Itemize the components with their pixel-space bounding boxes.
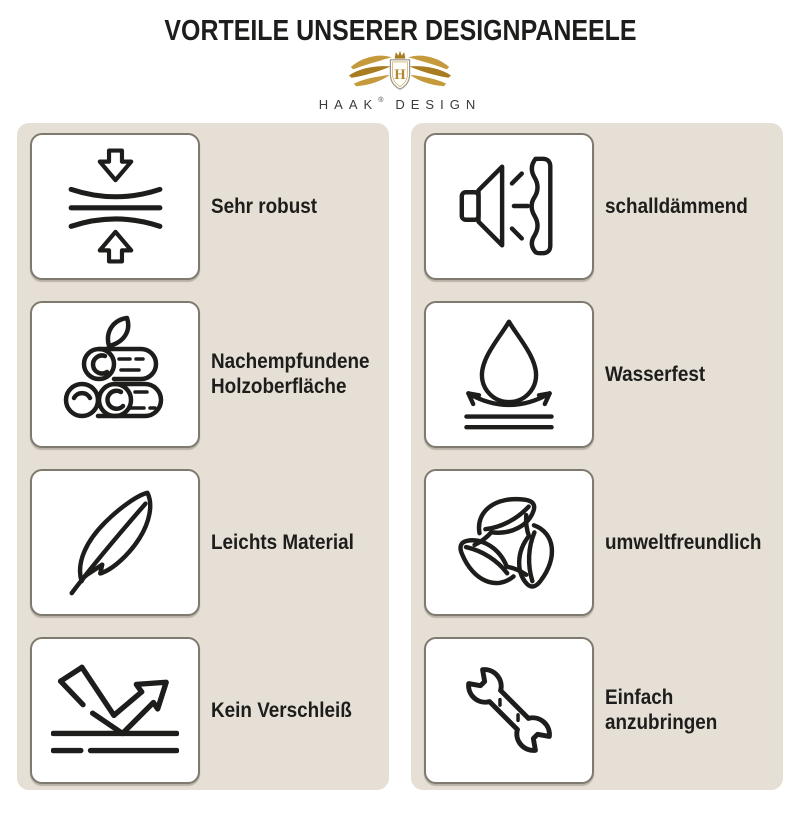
feather-icon [56, 483, 174, 601]
feature-label: schalldämmend [605, 194, 748, 218]
feature-label: Sehr robust [211, 194, 318, 218]
feature-card [424, 133, 594, 280]
registered-mark: ® [378, 96, 386, 104]
brand-crest-icon [346, 50, 454, 96]
shield-monogram: H [394, 66, 406, 83]
feature-row-install [424, 637, 783, 784]
feature-card [424, 469, 594, 616]
feature-label: Wasserfest [605, 362, 706, 386]
feature-panels [0, 123, 800, 790]
feature-label: Einfach anzubringen [605, 685, 718, 735]
feature-row-wood [30, 301, 389, 448]
wrench-icon [450, 651, 568, 769]
speaker-icon [448, 147, 570, 265]
brand-logo [0, 50, 800, 112]
page-title [0, 16, 800, 48]
feature-card [30, 301, 200, 448]
brand-name: HAAK [318, 96, 379, 112]
feature-row-water [424, 301, 783, 448]
recycle-leaves-icon [450, 480, 568, 604]
feature-card [424, 637, 594, 784]
brand-suffix: DESIGN [395, 96, 482, 112]
feature-row-wear [30, 637, 389, 784]
feature-label: umweltfreundlich [605, 530, 762, 554]
feature-label: Leichts Material [211, 530, 354, 554]
wing-left-icon [349, 55, 392, 86]
feature-card [30, 469, 200, 616]
water-drop-icon [449, 314, 569, 434]
feature-label: Nachempfundene Holzoberfläche [211, 349, 370, 399]
features-panel-left [17, 123, 389, 790]
wing-right-icon [408, 55, 451, 86]
feature-row-eco [424, 469, 783, 616]
wood-logs-icon [55, 314, 175, 434]
page-title-text: VORTEILE UNSERER DESIGNPANEELE [163, 15, 637, 47]
feature-card [30, 637, 200, 784]
features-panel-right [411, 123, 783, 790]
brand-name-line [0, 97, 800, 112]
impact-arrow-icon [51, 663, 179, 757]
feature-label: Kein Verschleiß [211, 698, 352, 722]
compression-icon [60, 145, 171, 267]
feature-card [424, 301, 594, 448]
feature-row-robust [30, 133, 389, 280]
feature-row-sound [424, 133, 783, 280]
feature-card [30, 133, 200, 280]
feature-row-light [30, 469, 389, 616]
infographic-page [0, 16, 800, 790]
crown-icon [395, 51, 406, 59]
